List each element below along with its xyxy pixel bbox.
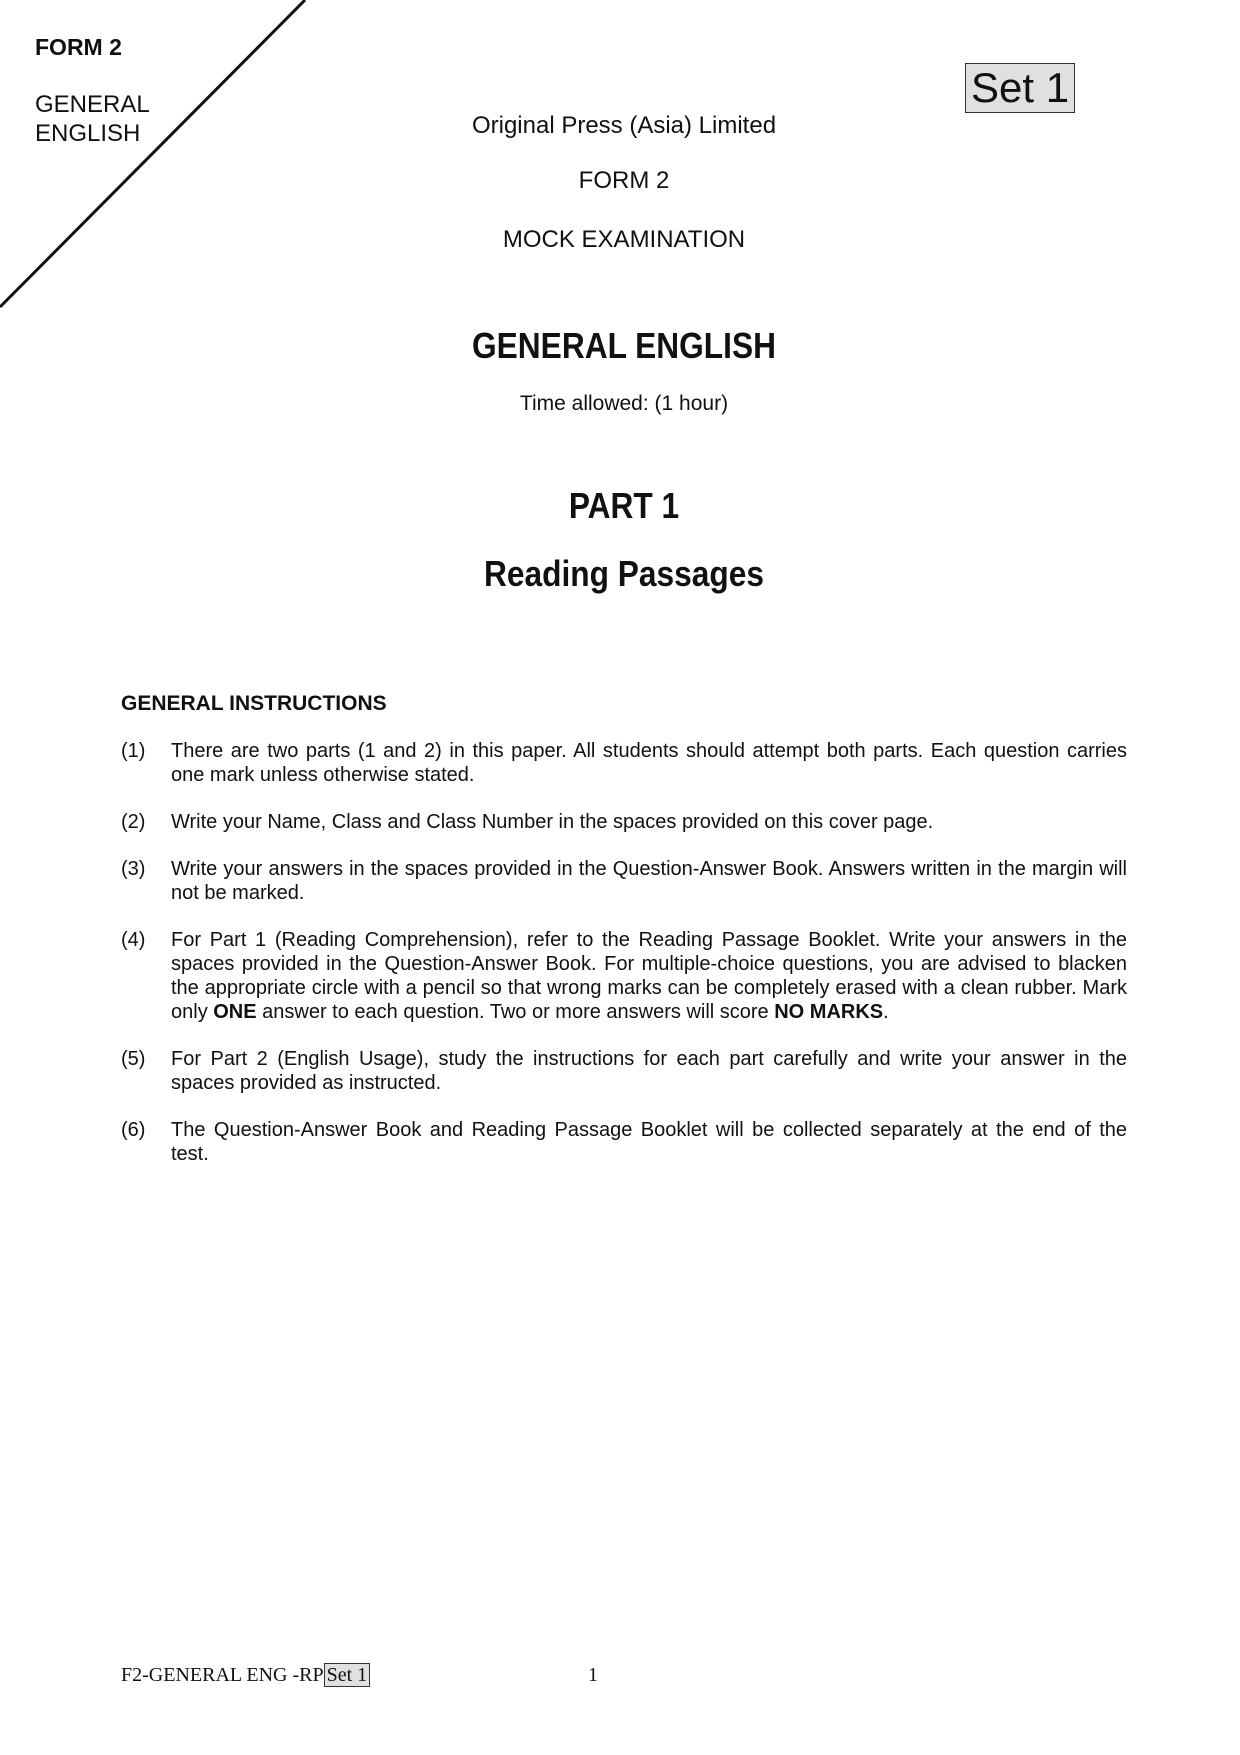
instruction-number: (4) <box>121 929 146 951</box>
instruction-item <box>121 1047 1127 1095</box>
instruction-number: (1) <box>121 740 146 762</box>
emphasis-no-marks: NO MARKS <box>774 1001 884 1023</box>
instruction-text: There are two parts (1 and 2) in this paper. All students should attempt both parts. Each question carries one mark unless otherwise stated. <box>171 740 1127 786</box>
emphasis-one: ONE <box>213 1001 257 1023</box>
instruction-item <box>121 810 1127 834</box>
paper-title: GENERAL ENGLISH <box>472 325 776 366</box>
instruction-item <box>121 928 1127 1024</box>
instructions-list <box>121 739 1127 1189</box>
publisher-name: Original Press (Asia) Limited <box>471 112 777 139</box>
instruction-text: For Part 2 (English Usage), study the instructions for each part carefully and write your answer in the spaces provided as instructed. <box>171 1048 1127 1094</box>
instruction-text: Write your answers in the spaces provided in the Question-Answer Book. Answers written in the margin will not be marked. <box>171 858 1127 904</box>
instructions-heading: GENERAL INSTRUCTIONS <box>121 692 387 715</box>
instruction-number: (5) <box>121 1048 146 1070</box>
instruction-text: Write your Name, Class and Class Number in the spaces provided on this cover page. <box>171 811 934 833</box>
instruction-item <box>121 857 1127 905</box>
footer-paper-code <box>121 1664 370 1687</box>
instruction-text-part: answer to each question. Two or more answers will score <box>256 1001 775 1023</box>
instruction-number: (3) <box>121 858 146 880</box>
exam-type: MOCK EXAMINATION <box>502 226 746 253</box>
instruction-number: (6) <box>121 1119 146 1141</box>
corner-form-label: FORM 2 <box>35 34 122 60</box>
set-badge: Set 1 <box>965 63 1075 113</box>
part-title: Reading Passages <box>484 553 764 594</box>
instruction-text: The Question-Answer Book and Reading Passage Booklet will be collected separately at the end of the test. <box>171 1119 1127 1165</box>
page-number: 1 <box>588 1664 598 1686</box>
instruction-number: (2) <box>121 811 146 833</box>
corner-subject-line2: ENGLISH <box>35 120 141 147</box>
instruction-text-part: . <box>883 1001 889 1023</box>
instruction-text-part: For Part 1 (Reading Comprehension), refer to the Reading Passage Booklet. Write your answers in the spaces provided in the Question-Answer Book. For multiple-choice questions, you are advised to blacken the appropriate circle with a pencil so that wrong marks can be completely erased with a clean rubber. Mark only <box>171 929 1127 1023</box>
instruction-text <box>171 928 1127 1024</box>
instruction-item <box>121 1118 1127 1166</box>
instruction-item <box>121 739 1127 787</box>
part-heading: PART 1 <box>568 485 680 526</box>
footer-set-badge: Set 1 <box>324 1663 371 1687</box>
form-level: FORM 2 <box>578 167 670 194</box>
corner-subject-line1: GENERAL <box>35 91 150 118</box>
footer-code-text: F2-GENERAL ENG -RP <box>121 1664 324 1686</box>
time-allowed: Time allowed: (1 hour) <box>519 392 729 415</box>
